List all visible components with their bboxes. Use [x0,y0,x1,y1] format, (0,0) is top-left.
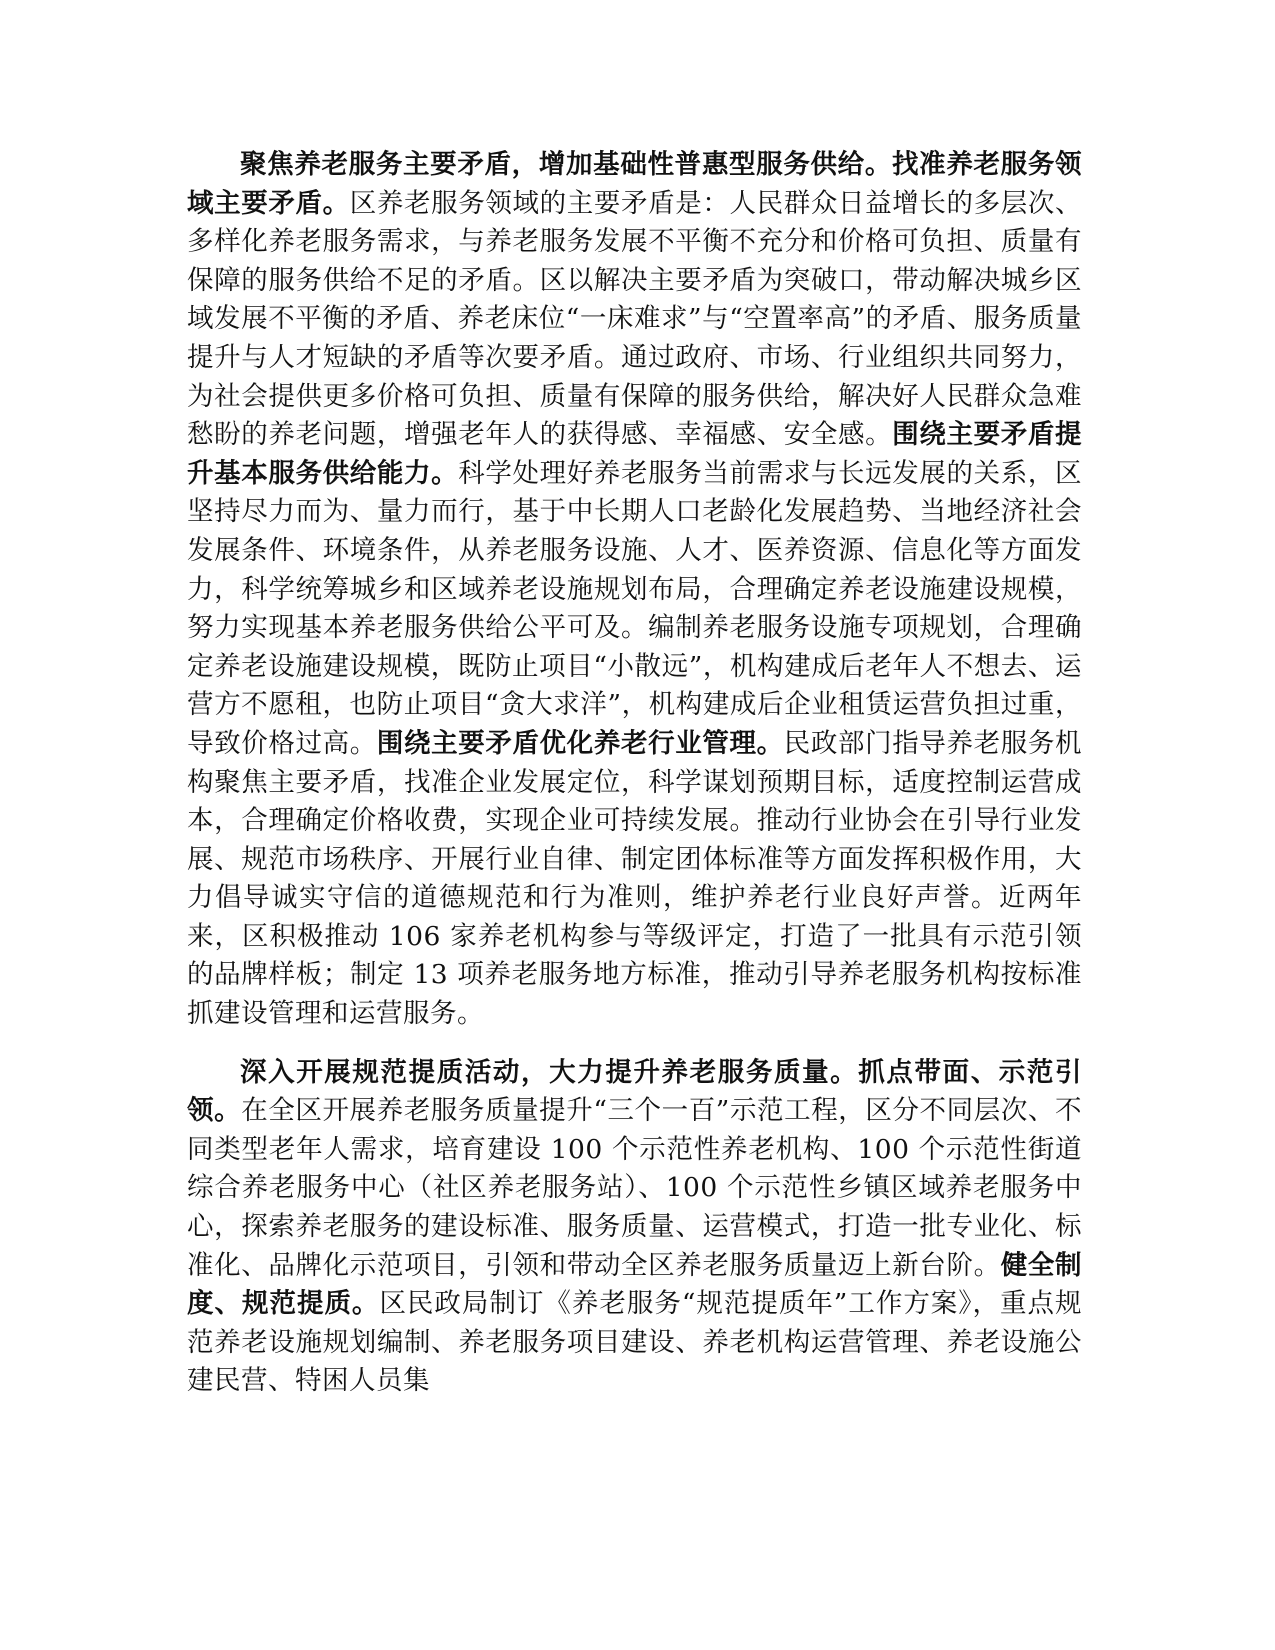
body-text: 民政部门指导养老服务机构聚焦主要矛盾，找准企业发展定位，科学谋划预期目标，适度控制运营成本，合理确定价格收费，实现企业可持续发展。推动行业协会在引导行业发展、规范市场秩序、开展行业自律、制定团体标准等方面发挥积极作用，大力倡导诚实守信的道德规范和行为准则，维护养老行业良好声誉。近两年来，区积极推动 106 家养老机构参与等级评定，打造了一批具有示范引领的品牌样板；制定 13 项养老服务地方标准，推动引导养老服务机构按标准抓建设管理和运营服务。 [187,727,1082,1030]
heading-phrase: 聚焦养老服务主要矛盾，增加基础性普惠型服务供给。找准养老服务领域主要矛盾。 [187,149,1082,219]
body-text: 科学处理好养老服务当前需求与长远发展的关系，区坚持尽力而为、量力而行，基于中长期人口老龄化发展趋势、当地经济社会发展条件、环境条件，从养老服务设施、人才、医养资源、信息化等方面发力，科学统筹城乡和区域养老设施规划布局，合理确定养老设施建设规模，努力实现基本养老服务供给公平可及。编制养老服务设施专项规划，合理确定养老设施建设规模，既防止项目“小散远”，机构建成后老年人不想去、运营方不愿租，也防止项目“贪大求洋”，机构建成后企业租赁运营负担过重，导致价格过高。 [187,457,1082,759]
body-text: 区养老服务领域的主要矛盾是：人民群众日益增长的多层次、多样化养老服务需求，与养老服务发展不平衡不充分和价格可负担、质量有保障的服务供给不足的矛盾。区以解决主要矛盾为突破口，带动解决城乡区域发展不平衡的矛盾、养老床位“一床难求”与“空置率高”的矛盾、服务质量提升与人才短缺的矛盾等次要矛盾。通过政府、市场、行业组织共同努力，为社会提供更多价格可负担、质量有保障的服务供给，解决好人民群众急难愁盼的养老问题，增强老年人的获得感、幸福感、安全感。 [187,187,1082,451]
body-text: 区民政局制订《养老服务“规范提质年”工作方案》，重点规范养老设施规划编制、养老服务项目建设、养老机构运营管理、养老设施公建民营、特困人员集 [187,1288,1082,1397]
heading-phrase: 深入开展规范提质活动，大力提升养老服务质量。抓点带面、示范引领。 [187,1056,1082,1127]
heading-phrase: 健全制度、规范提质。 [187,1249,1082,1320]
paragraph-2 [187,1054,1082,1401]
heading-phrase: 围绕主要矛盾提升基本服务供给能力。 [187,419,1082,489]
document-body [187,146,1082,1401]
paragraph-1 [187,146,1082,1034]
heading-phrase: 围绕主要矛盾优化养老行业管理。 [376,727,784,759]
body-text: 在全区开展养老服务质量提升“三个一百”示范工程，区分不同层次、不同类型老年人需求，培育建设 100 个示范性养老机构、100 个示范性街道综合养老服务中心（社区养老服务站）、100 个示范性乡镇区域养老服务中心，探索养老服务的建设标准、服务质量、运营模式，打造一批专业化、标准化、品牌化示范项目，引领和带动全区养老服务质量迈上新台阶。 [187,1095,1082,1281]
